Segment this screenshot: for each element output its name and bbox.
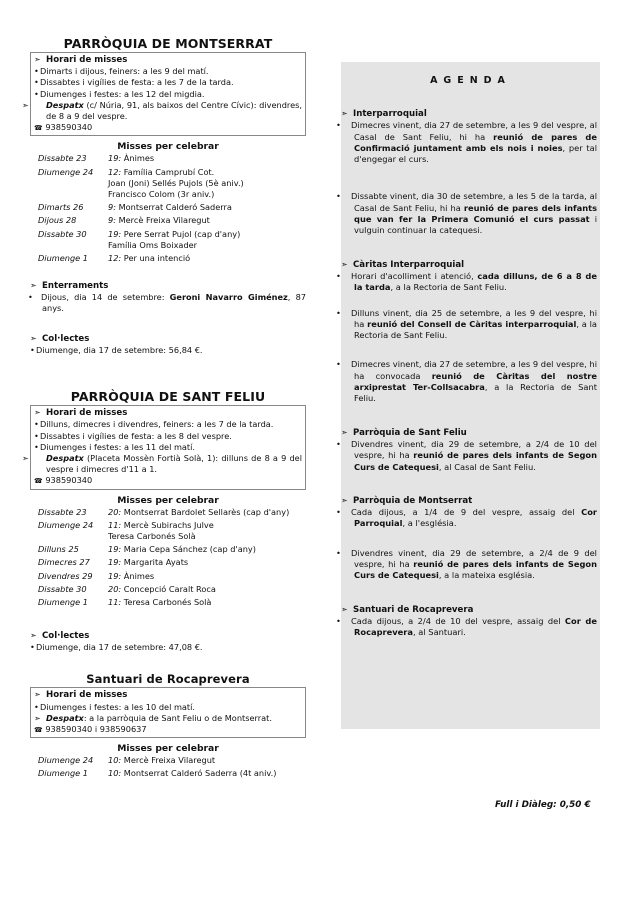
arrow-icon: ➣ [341,604,348,614]
montserrat-section [22,36,306,356]
funerals-section [30,280,306,314]
bullet-icon: • [336,615,341,626]
agenda-section-title: Càritas Interparroquial [353,259,465,270]
mass-hour: 10: [108,768,122,779]
mass-hour: 19: [108,544,122,555]
mass-day: Diumenge 1 [38,768,89,779]
schedule-header: Horari de misses [46,55,128,65]
rocaprevera-info-box [30,687,306,738]
funeral-name: Geroni Navarro Giménez [169,292,288,303]
mass-row [38,584,289,597]
agenda-item-text: Horari d'acolliment i atenció, [351,270,478,281]
agenda-item [336,359,598,404]
agenda-item-text: Cada dijous, a 2/4 de 10 del vespre, assaig del [351,615,565,626]
mass-intention-line [108,253,244,264]
mass-intention-text: Ànimes [123,153,155,164]
agenda-item-text: , al Santuari. [413,627,466,638]
mass-hour: 19: [108,153,122,164]
mass-intention-line [108,768,276,779]
agenda-section [336,495,597,582]
mass-intentions [108,167,244,203]
agenda-section [336,427,597,473]
mass-row [38,597,289,610]
schedule-header: Horari de misses [46,408,128,419]
bullet-icon: • [34,88,39,99]
mass-intentions [108,597,289,610]
mass-intentions [108,253,244,266]
phone-icon: ☎ [34,477,43,486]
agenda-item-text: Dimecres vinent, dia 27 de setembre, a les 9 del vespre, hi ha convocada [351,359,597,381]
funerals-header: Enterraments [42,281,109,292]
mass-intentions [108,520,289,544]
mass-intention-text: Mercè Freixa Vilaregut [118,215,210,226]
mass-intentions [108,544,289,557]
agenda-item [336,438,597,473]
arrow-icon: ➣ [30,334,37,344]
collections-section [30,333,306,356]
mass-day: Diumenge 24 [38,755,94,766]
agenda-item-text: Dimecres vinent, dia 27 de setembre, a les 9 del vespre, al Casal de Sant Feliu, hi ha [351,120,597,142]
agenda-item-highlight: reunió de Càritas del nostre arxiprestat Ter-Collsacabra [354,370,598,393]
collections-header: Col·lectes [42,334,90,345]
agenda-item-highlight: Cor Parroquial [354,507,597,529]
mass-intention-line [108,557,289,568]
mass-intentions [108,768,276,781]
rocaprevera-section [30,672,306,781]
mass-day: Diumenge 24 [38,519,94,530]
agenda-item-text: Dilluns vinent, dia 25 de setembre, a les 9 del vespre, hi ha [351,307,597,329]
agenda-body [336,108,600,639]
mass-row [38,215,244,228]
mass-intention-text: Joan (Joni) Sellés Pujols (5è aniv.) [108,177,244,188]
agenda-section [336,259,598,405]
funeral-pre: Dijous, dia 14 de setembre: [41,292,170,303]
mass-intention-text: Concepció Caralt Roca [123,583,216,594]
mass-row [38,202,244,215]
agenda-section-header [341,495,597,507]
mass-row [38,153,244,166]
bullet-icon: • [30,642,35,653]
mass-intentions [108,153,244,166]
mass-intention-line [108,215,244,226]
mass-intention-line [108,507,289,518]
mass-hour: 11: [108,519,122,530]
agenda-item-highlight: Cor de Rocaprevera [354,615,598,638]
agenda-item [336,307,598,342]
schedule-item: Diumenges i festes: a les 11 del matí. [40,441,196,452]
bullet-icon: • [34,419,39,430]
mass-intention-text: Família Camprubí Cot. [123,166,215,177]
mass-intentions [108,755,276,768]
agenda-section-title: Parròquia de Montserrat [353,495,473,506]
montserrat-info-box [22,52,306,136]
schedule-item: Dissabtes i vigílies de festa: a les 7 de la tarda. [40,77,234,88]
arrow-icon: ➣ [341,109,348,118]
mass-hour: 19: [108,228,122,239]
mass-hour: 19: [108,570,122,581]
schedule-item: Dissabtes i vigílies de festa: a les 8 del vespre. [40,430,232,441]
mass-row [38,768,276,781]
phone-icon: ☎ [34,124,43,133]
agenda-item-highlight: cada dilluns, de 6 a 8 de la tarda [354,270,597,293]
arrow-icon: ➣ [30,631,37,641]
masses-table [38,507,289,611]
left-column [22,36,306,782]
mass-intention-text: Per una intenció [123,253,191,264]
santfeliu-info-box [22,405,306,489]
agenda-section-title: Parròquia de Sant Feliu [353,427,467,438]
mass-hour: 10: [108,755,122,766]
agenda-section-title: Interparroquial [353,109,427,119]
mass-intentions [108,215,244,228]
mass-day: Dimarts 26 [38,202,84,213]
phone-number: 938590340 [45,122,93,133]
schedule-header: Horari de misses [46,690,128,701]
mass-intention-text: Francisco Colom (3r aniv.) [108,189,215,200]
mass-intention-line [108,544,289,555]
agenda-item-highlight: reunió de pares dels infants que van fer la Primera Comunió el curs passat [354,202,598,225]
mass-intention-line [108,571,289,582]
mass-row [38,520,289,544]
mass-intention-text: Montserrat Bardolet Sellarès (cap d'any) [123,506,290,517]
agenda-item-text: Dissabte vinent, dia 30 de setembre, a les 5 de la tarda, al Casal de Sant Feliu, hi ha [351,191,597,213]
bullet-icon: • [336,191,341,202]
mass-day: Dissabte 30 [38,228,87,239]
agenda-section-header [341,259,597,271]
arrow-icon: ➣ [341,259,348,269]
arrow-icon: ➣ [34,408,41,418]
despatx-text: : a la parròquia de Sant Feliu o de Montserrat. [83,712,272,723]
bullet-icon: • [34,430,39,441]
mass-hour: 19: [108,557,122,568]
arrow-icon: ➣ [34,55,41,64]
schedule-item: Dilluns, dimecres i divendres, feiners: a les 7 de la tarda. [40,419,274,430]
agenda-item-text: , a la Rectoria de Sant Feliu. [390,282,507,293]
agenda-item-highlight: reunió de pares dels infants de Segon Curs de Catequesi [354,559,597,581]
mass-day: Dissabte 23 [38,153,87,164]
mass-day: Dimecres 27 [38,557,90,568]
mass-intentions [108,557,289,570]
despatx-label: Despatx [46,712,84,723]
bullet-icon: • [34,66,39,77]
agenda-item [336,120,598,165]
bullet-icon: • [336,507,341,518]
mass-row [38,557,289,570]
mass-row [38,229,244,253]
agenda-item [336,547,597,582]
agenda-item-highlight: reunió de pares de Confirmació juntament amb els nois i noies [354,131,597,153]
santfeliu-title: PARRÒQUIA DE SANT FELIU [70,389,266,405]
mass-intention-text: Pere Serrat Pujol (cap d'any) [123,228,241,239]
schedule-item: Dimarts i dijous, feiners: a les 9 del matí. [40,66,209,77]
agenda-section [336,604,598,639]
bullet-icon: • [28,292,33,303]
mass-intentions [108,229,244,253]
agenda-item [336,615,598,639]
mass-intention-text: Teresa Carbonés Solà [108,531,196,542]
masses-title: Misses per celebrar [117,494,219,506]
rocaprevera-title: Santuari de Rocaprevera [86,672,250,687]
mass-hour: 20: [108,583,122,594]
masses-table [38,755,276,781]
bullet-icon: • [336,438,341,449]
mass-hour: 9: [108,215,116,226]
agenda-title: AGENDA [430,75,511,86]
bullet-icon: • [34,77,39,88]
mass-intention-text: Mercè Freixa Vilaregut [123,755,216,766]
mass-intention-line [108,597,289,608]
arrow-icon: ➣ [22,100,29,110]
bullet-icon: • [336,359,341,370]
mass-intentions [108,571,289,584]
mass-intention-line [108,178,244,189]
collection-text: Diumenge, dia 17 de setembre: 47,08 €. [36,642,203,653]
despatx-label: Despatx [46,453,84,464]
montserrat-title: PARRÒQUIA DE MONTSERRAT [63,36,273,51]
agenda-item [336,270,597,294]
mass-intention-line [108,229,244,240]
masses-table [38,153,244,266]
masses-title: Misses per celebrar [117,743,219,755]
mass-intention-text: Montserrat Calderó Saderra (4t aniv.) [123,768,277,779]
agenda-box [336,62,600,729]
bullet-icon: • [336,547,341,558]
mass-day: Dilluns 25 [38,544,79,555]
mass-day: Dissabte 23 [38,506,87,517]
arrow-icon: ➣ [30,281,37,291]
mass-day: Divendres 29 [38,570,93,581]
bullet-icon: • [336,120,341,131]
phone-icon: ☎ [34,725,43,734]
agenda-item-text: Divendres vinent, dia 29 de setembre, a 2/4 de 9 del vespre, hi ha [351,547,597,570]
arrow-icon: ➣ [34,713,41,723]
agenda-item-text: i vulguin continuar la catequesi. [354,214,597,236]
mass-intention-line [108,520,289,531]
mass-intention-text: Família Oms Boixader [108,239,198,250]
agenda-section-header [341,427,597,439]
mass-day: Dijous 28 [38,215,77,226]
masses-title: Misses per celebrar [117,141,219,153]
agenda-section-header [341,108,597,120]
mass-intention-text: Montserrat Calderó Saderra [118,202,232,213]
mass-row [38,507,289,520]
agenda-item [336,507,597,530]
collections-header: Col·lectes [42,631,90,642]
mass-intention-line [108,755,276,766]
phone-number: 938590340 i 938590637 [45,723,147,734]
mass-intention-text: Margarita Ayats [123,557,189,568]
agenda-section [336,108,598,237]
mass-intentions [108,584,289,597]
arrow-icon: ➣ [22,454,29,464]
mass-intention-text: Maria Cepa Sánchez (cap d'any) [123,544,256,555]
bullet-icon: • [30,345,35,356]
mass-row [38,571,289,584]
collections-section [30,630,306,653]
mass-intention-text: Ànimes [123,570,155,581]
mass-day: Diumenge 1 [38,253,89,264]
mass-row [38,167,244,203]
mass-hour: 12: [108,253,122,264]
mass-intention-line [108,202,244,213]
funeral-post: , 87 anys. [42,292,306,314]
mass-intention-line [108,167,244,178]
agenda-item-text: , al Casal de Sant Feliu. [438,461,536,472]
agenda-section-title: Santuari de Rocaprevera [353,604,474,615]
mass-hour: 12: [108,166,122,177]
agenda-item-text: Cada dijous, a 1/4 de 9 del vespre, assaig del [351,507,582,518]
agenda-item-text: , per tal d'engegar el curs. [354,142,598,165]
arrow-icon: ➣ [341,495,348,505]
bullet-icon: • [34,701,39,712]
mass-intention-text: Teresa Carbonés Solà [123,597,212,608]
mass-row [38,544,289,557]
mass-hour: 20: [108,506,122,517]
agenda-item-text: , a la Rectoria de Sant Feliu. [354,382,597,404]
agenda-item-text: , a la mateixa església. [438,570,535,581]
agenda-item-text: , a l'església. [402,518,457,529]
mass-intentions [108,202,244,215]
mass-intentions [108,507,289,520]
mass-hour: 9: [108,202,116,213]
mass-day: Diumenge 24 [38,166,94,177]
price-footer: Full i Diàleg: 0,50 € [495,800,591,810]
mass-intention-line [108,153,244,164]
collection-text: Diumenge, dia 17 de setembre: 56,84 €. [36,345,203,356]
agenda-section-header [341,604,597,616]
mass-intention-line [108,584,289,595]
despatx-label: Despatx [46,99,84,110]
schedule-item: Diumenges i festes: a les 10 del matí. [40,701,196,712]
agenda-item-text: , a la Rectoria de Sant Feliu. [354,318,598,341]
arrow-icon: ➣ [34,690,41,700]
mass-day: Diumenge 1 [38,597,89,608]
mass-row [38,755,276,768]
arrow-icon: ➣ [341,427,348,437]
mass-intention-line [108,189,244,200]
despatx-text: (Placeta Mossèn Fortià Solà, 1): dilluns de 8 a 9 del vespre i dimecres d'11 a 1. [46,453,302,475]
agenda-item [336,191,598,236]
mass-intention-line [108,531,289,542]
mass-intention-text: Mercè Subirachs Julve [123,519,214,530]
mass-intention-line [108,240,244,251]
mass-hour: 11: [108,597,122,608]
bullet-icon: • [34,441,39,452]
bullet-icon: • [336,307,341,318]
despatx-text: (c/ Núria, 91, als baixos del Centre Cívic): divendres, de 8 a 9 del vespre. [46,99,302,122]
mass-row [38,253,244,266]
agenda-item-text: Divendres vinent, dia 29 de setembre, a 2/4 de 10 del vespre, hi ha [351,438,597,461]
bullet-icon: • [336,270,341,281]
agenda-item-highlight: reunió de pares dels infants de Segon Curs de Catequesi [354,450,597,472]
agenda-item-highlight: reunió del Consell de Càritas interparroquial [367,318,577,329]
mass-day: Dissabte 30 [38,583,87,594]
phone-number: 938590340 [45,475,93,486]
schedule-item: Diumenges i festes: a les 12 del migdia. [40,88,205,99]
santfeliu-section [22,389,306,653]
